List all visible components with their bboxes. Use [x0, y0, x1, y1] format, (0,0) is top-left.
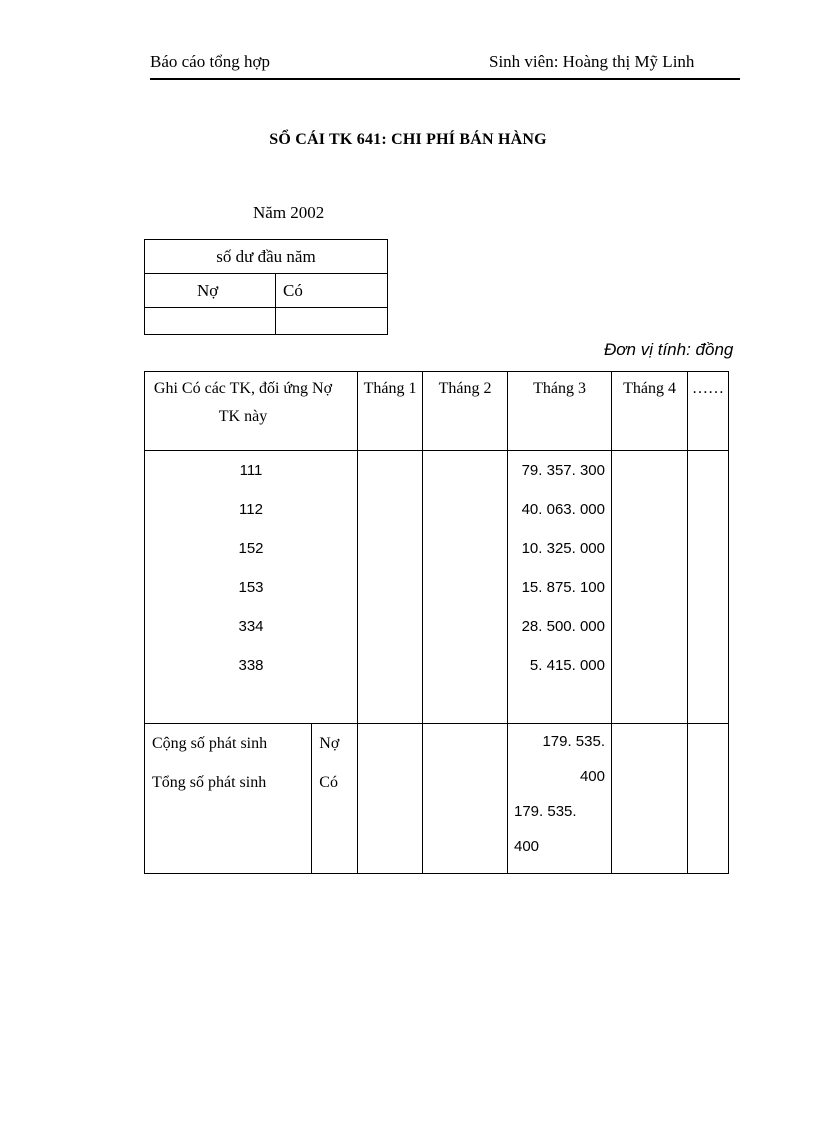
month-3-total [508, 724, 612, 874]
amount-cell: 5. 415. 000 [529, 657, 605, 674]
opening-balance-caption: số dư đầu năm [145, 240, 388, 274]
total-credit-value-line1: 179. 535. [514, 803, 577, 820]
account-cell: 152 [238, 540, 264, 557]
amount-cell: 79. 357. 300 [521, 462, 605, 479]
account-cell: 334 [238, 618, 264, 635]
total-side-labels [312, 724, 358, 874]
student-name: Sinh viên: Hoàng thị Mỹ Linh [489, 52, 695, 71]
total-labels [145, 724, 312, 874]
total-debit-label: Cộng số phát sinh [152, 735, 268, 752]
report-name: Báo cáo tổng hợp [150, 52, 270, 71]
opening-credit-label: Có [276, 274, 388, 308]
account-cell: 153 [238, 579, 264, 596]
opening-debit-value [145, 308, 276, 335]
more-months-values [688, 451, 729, 724]
total-credit-value-line2: 400 [514, 838, 540, 855]
unit-label: Đơn vị tính: đồng [604, 340, 734, 359]
year-label: Năm 2002 [253, 203, 325, 222]
total-row [145, 724, 729, 874]
ledger-title: SỔ CÁI TK 641: CHI PHÍ BÁN HÀNG [269, 131, 547, 148]
month-3-header: Tháng 3 [508, 372, 612, 451]
account-list [145, 451, 358, 724]
amount-cell: 40. 063. 000 [521, 501, 605, 518]
month-4-values [612, 451, 688, 724]
total-debit-value-line1: 179. 535. [542, 733, 605, 750]
amount-cell: 15. 875. 100 [521, 579, 605, 596]
amount-cell: 10. 325. 000 [521, 540, 605, 557]
month-4-total [612, 724, 688, 874]
month-2-header: Tháng 2 [423, 372, 508, 451]
more-months-total [688, 724, 729, 874]
month-4-header: Tháng 4 [612, 372, 688, 451]
month-1-values [358, 451, 423, 724]
account-cell: 112 [239, 501, 263, 518]
more-months-header: …… [688, 372, 729, 451]
month-2-total [423, 724, 508, 874]
total-co-label: Có [319, 774, 338, 791]
account-column-header: Ghi Có các TK, đối ứng Nợ TK này [145, 372, 358, 451]
opening-balance-table [144, 239, 388, 335]
total-debit-value-line2: 400 [579, 768, 605, 785]
opening-credit-value [276, 308, 388, 335]
total-no-label: Nợ [319, 735, 340, 752]
account-cell: 338 [238, 657, 264, 674]
account-cell: 111 [239, 462, 263, 479]
opening-debit-label: Nợ [145, 274, 276, 308]
month-3-values [508, 451, 612, 724]
total-credit-label: Tổng số phát sinh [152, 774, 267, 791]
ledger-table [144, 371, 729, 874]
month-1-total [358, 724, 423, 874]
page-header [150, 52, 740, 80]
month-1-header: Tháng 1 [358, 372, 423, 451]
amount-cell: 28. 500. 000 [521, 618, 605, 635]
month-2-values [423, 451, 508, 724]
ledger-body-row [145, 451, 729, 724]
